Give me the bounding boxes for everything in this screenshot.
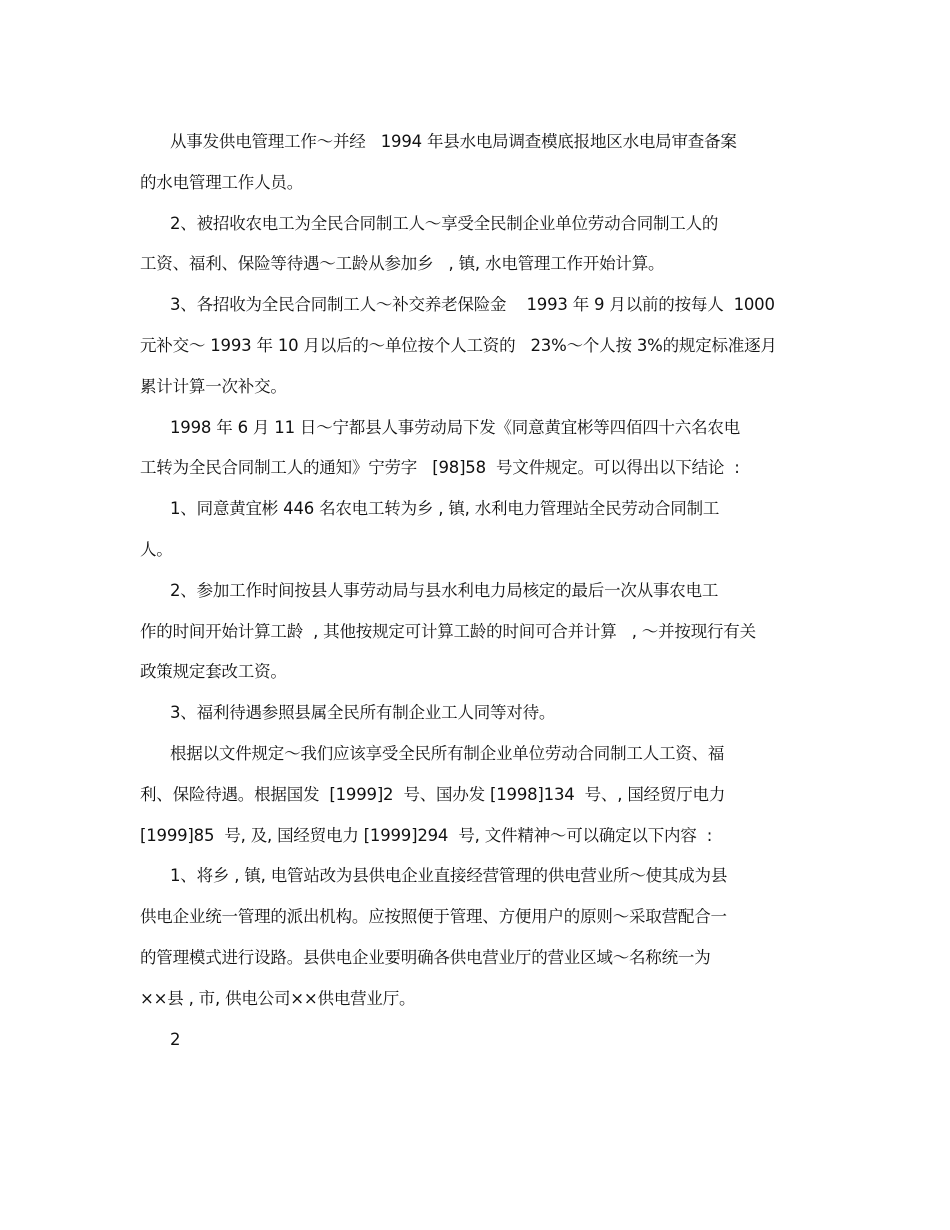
text-line: 2 <box>170 1029 181 1049</box>
text-line: 政策规定套改工资。 <box>140 662 287 682</box>
text-line: 2、被招收农电工为全民合同制工人～享受全民制企业单位劳动合同制工人的 <box>170 213 719 233</box>
text-line: 元补交～ 1993 年 10 月以后的～单位按个人工资的 23%～个人按 3%的规定标准逐月 <box>140 335 777 355</box>
text-line: 的水电管理工作人员。 <box>140 172 304 192</box>
text-line: 的管理模式进行设路。县供电企业要明确各供电营业厅的营业区域～名称统一为 <box>140 947 711 967</box>
text-line: 供电企业统一管理的派出机构。应按照便于管理、方便用户的原则～采取营配合一 <box>140 907 727 927</box>
text-line: 3、各招收为全民合同制工人～补交养老保险金 1993 年 9 月以前的按每人 1000 <box>170 295 775 315</box>
text-line: 作的时间开始计算工龄 , 其他按规定可计算工龄的时间可合并计算 , ～并按现行有关 <box>140 621 756 641</box>
text-line: 累计计算一次补交。 <box>140 376 287 396</box>
text-line: 2、参加工作时间按县人事劳动局与县水利电力局核定的最后一次从事农电工 <box>170 580 719 600</box>
text-line: 根据以文件规定～我们应该享受全民所有制企业单位劳动合同制工人工资、福 <box>170 743 725 763</box>
text-line: 人。 <box>140 539 173 559</box>
text-line: 3、福利待遇参照县属全民所有制企业工人同等对待。 <box>170 703 556 723</box>
text-line: 利、保险待遇。根据国发 [1999]2 号、国办发 [1998]134 号、, 国经贸厅电力 <box>140 784 726 804</box>
text-line: 工转为全民合同制工人的通知》宁劳字 [98]58 号文件规定。可以得出以下结论 : <box>140 458 740 478</box>
text-line: 工资、福利、保险等待遇～工龄从参加乡 , 镇, 水电管理工作开始计算。 <box>140 254 665 274</box>
text-line: 1998 年 6 月 11 日～宁都县人事劳动局下发《同意黄宜彬等四佰四十六名农电 <box>170 417 741 437</box>
text-line: ××县 , 市, 供电公司××供电营业厅。 <box>140 988 416 1008</box>
document-page <box>140 122 820 1060</box>
text-line: 从事发供电管理工作～并经 1994 年县水电局调查模底报地区水电局审查备案 <box>170 132 737 151</box>
text-line: 1、将乡 , 镇, 电管站改为县供电企业直接经营管理的供电营业所～使其成为县 <box>170 866 728 886</box>
text-line: [1999]85 号, 及, 国经贸电力 [1999]294 号, 文件精神～可以确定以下内容 : <box>140 825 713 845</box>
text-line: 1、同意黄宜彬 446 名农电工转为乡 , 镇, 水利电力管理站全民劳动合同制工 <box>170 499 720 519</box>
